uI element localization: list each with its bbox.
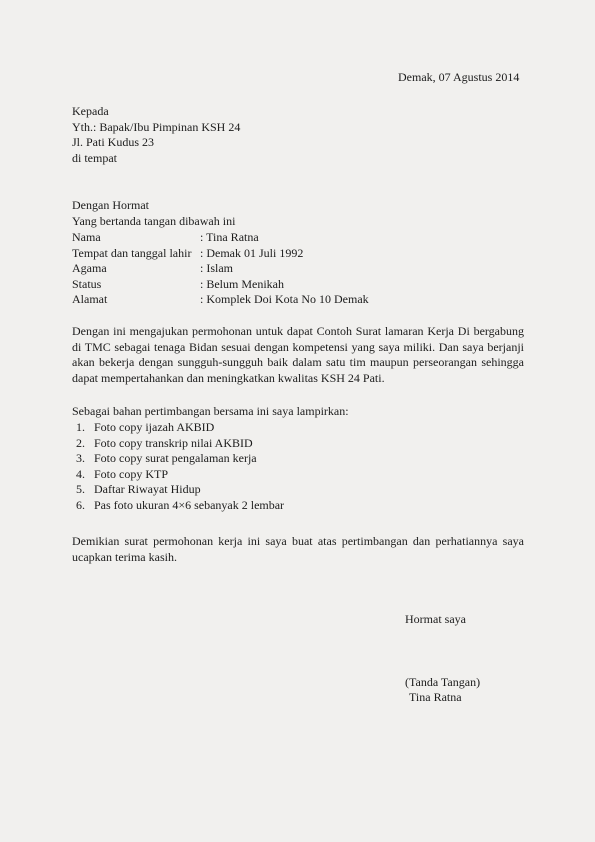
signature-name: Tina Ratna — [409, 690, 462, 704]
recipient-line: Kepada — [72, 104, 109, 118]
applicant-details — [72, 230, 369, 308]
intro-line: Yang bertanda tangan dibawah ini — [72, 213, 236, 228]
list-item — [76, 420, 284, 436]
list-text: Foto copy ijazah AKBID — [94, 420, 215, 434]
opening-block — [72, 198, 235, 229]
detail-value: : Islam — [200, 261, 233, 275]
paragraph-line: Dengan ini mengajukan permohonan untuk dapat Contoh Surat lamaran Kerja Di bergabung — [72, 324, 524, 338]
detail-label: Nama — [72, 230, 101, 244]
closing-paragraph — [72, 534, 524, 565]
recipient-line: Jl. Pati Kudus 23 — [72, 135, 155, 149]
detail-label: Agama — [72, 261, 107, 275]
list-text: Foto copy surat pengalaman kerja — [94, 451, 257, 465]
recipient-block — [72, 104, 240, 166]
recipient-line: Yth.: Bapak/Ibu Pimpinan KSH 24 — [72, 119, 241, 134]
detail-row — [72, 292, 369, 308]
list-number: 6. — [76, 497, 85, 512]
detail-row — [72, 246, 369, 262]
detail-value: : Tina Ratna — [200, 230, 259, 244]
list-text: Foto copy transkrip nilai AKBID — [94, 435, 253, 450]
attachments-intro: Sebagai bahan pertimbangan bersama ini saya lampirkan: — [72, 404, 349, 418]
detail-row — [72, 277, 369, 293]
list-number: 2. — [76, 435, 85, 450]
recipient-line: di tempat — [72, 150, 117, 165]
list-number: 3. — [76, 451, 85, 465]
list-item — [76, 451, 284, 467]
detail-label: Tempat dan tanggal lahir — [72, 245, 192, 260]
list-number: 4. — [76, 466, 85, 481]
detail-row — [72, 230, 369, 246]
paragraph-line: akan bekerja dengan sungguh-sungguh baik dalam satu tim maupun perseorangan sehingga — [72, 355, 524, 369]
greeting: Dengan Hormat — [72, 198, 149, 212]
paragraph-line: Demikian surat permohonan kerja ini saya buat atas pertimbangan dan perhatiannya saya — [72, 534, 524, 548]
detail-label: Status — [72, 276, 102, 291]
list-item — [76, 498, 284, 514]
paragraph-line: di TMC sebagai tenaga Bidan sesuai dengan kompetensi yang saya miliki. Dan saya berjanji — [72, 339, 524, 354]
list-text: Pas foto ukuran 4×6 sebanyak 2 lembar — [94, 497, 285, 512]
valediction: Hormat saya — [405, 612, 466, 626]
application-paragraph — [72, 324, 524, 386]
list-item — [76, 482, 284, 498]
letter-date: Demak, 07 Agustus 2014 — [398, 70, 520, 84]
detail-value: : Komplek Doi Kota No 10 Demak — [200, 292, 369, 306]
list-text: Foto copy KTP — [94, 466, 169, 481]
detail-value: : Belum Menikah — [200, 276, 284, 291]
detail-value: : Demak 01 Juli 1992 — [200, 245, 304, 260]
paragraph-line: dapat mempertahankan dan meningkatkan kwalitas KSH 24 Pati. — [72, 370, 385, 385]
list-number: 1. — [76, 420, 85, 434]
signature-placeholder: (Tanda Tangan) — [405, 675, 481, 689]
attachments-list — [76, 420, 284, 513]
list-item — [76, 436, 284, 452]
list-text: Daftar Riwayat Hidup — [94, 482, 201, 496]
list-number: 5. — [76, 482, 85, 496]
detail-label: Alamat — [72, 292, 108, 306]
paragraph-line: ucapkan terima kasih. — [72, 549, 177, 564]
list-item — [76, 467, 284, 483]
detail-row — [72, 261, 369, 277]
